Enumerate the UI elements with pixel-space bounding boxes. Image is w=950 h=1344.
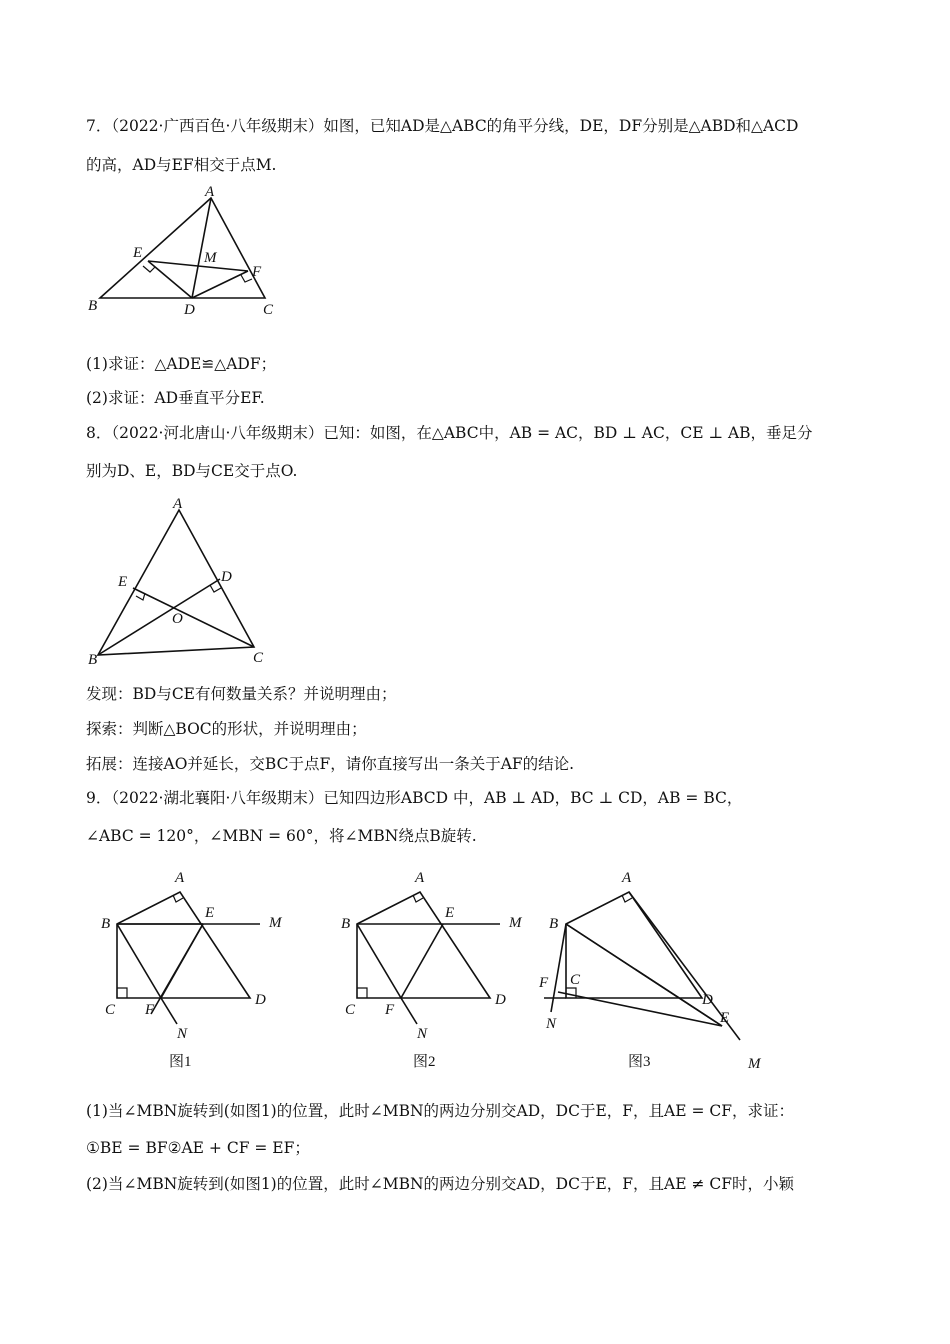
q9f1-segment-bf — [117, 924, 161, 998]
q9-figure-2-caption: 图2 — [413, 1054, 436, 1070]
q8-segment-ce — [133, 588, 254, 647]
q7-stem-line2: 的高，AD与EF相交于点M. — [86, 156, 277, 174]
q9f1-label-a: A — [175, 870, 185, 886]
q9f3-label-e: E — [720, 1010, 730, 1026]
q9f1-label-m: M — [269, 915, 282, 931]
q9f2-segment-bf — [357, 924, 401, 998]
q9-part2-line1: (2)当∠MBN旋转到(如图1)的位置，此时∠MBN的两边分别交AD，DC于E，F，且AE ≠ CF时，小颖 — [86, 1175, 794, 1193]
q8-stem-line2: 别为D、E，BD与CE交于点O. — [86, 462, 298, 480]
q7-label-d: D — [184, 302, 195, 318]
q9f2-label-c: C — [345, 1002, 356, 1018]
q9f3-ray-bm — [566, 924, 722, 1026]
q8-segment-bd — [98, 579, 220, 655]
q9-stem-line2: ∠ABC = 120°，∠MBN = 60°，将∠MBN绕点B旋转. — [86, 827, 477, 845]
q8-right-angle-d — [210, 585, 221, 592]
q7-segment-de — [148, 261, 192, 298]
q8-figure — [84, 492, 274, 672]
q9f3-label-d: D — [702, 992, 713, 1008]
q9-figure-1-caption: 图1 — [169, 1054, 192, 1070]
q9-stem-line1: 9．（2022·湖北襄阳·八年级期末）已知四边形ABCD 中，AB ⊥ AD，BC ⊥ CD，AB = BC， — [86, 789, 743, 807]
q9f2-label-d: D — [495, 992, 506, 1008]
q9f3-label-c: C — [570, 972, 581, 988]
q8-extend: 拓展：连接AO并延长，交BC于点F，请你直接写出一条关于AF的结论. — [86, 755, 575, 773]
q9f1-right-angle-a — [173, 895, 183, 902]
q7-figure — [80, 186, 280, 321]
q7-label-e: E — [133, 245, 143, 261]
q8-find: 发现：BD与CE有何数量关系？并说明理由； — [86, 685, 397, 703]
q7-part2: (2)求证：AD垂直平分EF. — [86, 389, 265, 407]
q9-figure-3 — [530, 862, 775, 1077]
q8-explore: 探索：判断△BOC的形状，并说明理由； — [86, 720, 367, 738]
q9-part1-line2: ①BE = BF②AE + CF = EF； — [86, 1139, 310, 1157]
q7-label-a: A — [205, 186, 215, 200]
q8-label-b: B — [88, 652, 98, 668]
q9f2-right-angle-a — [413, 895, 423, 902]
q9f2-label-m: M — [509, 915, 522, 931]
q9f1-ray-fn — [161, 998, 177, 1024]
q9-part1-line1: (1)当∠MBN旋转到(如图1)的位置，此时∠MBN的两边分别交AD，DC于E，F，且AE = CF，求证： — [86, 1102, 794, 1120]
q9f3-right-angle-a — [622, 895, 632, 902]
q8-label-d: D — [221, 569, 232, 585]
q7-stem-line1: 7．（2022·广西百色·八年级期末）如图，已知AD是△ABC的角平分线，DE，DF分别是△ABD和△ACD — [86, 117, 799, 135]
q9f2-label-e: E — [445, 905, 455, 921]
q9f2-label-b: B — [341, 916, 351, 932]
q9f2-right-angle-c — [357, 988, 367, 998]
q9-figure-2 — [335, 862, 545, 1077]
q9f2-segment-ef — [401, 924, 443, 998]
q7-label-b: B — [88, 298, 98, 314]
q9f2-label-f: F — [385, 1002, 395, 1018]
q9f1-label-d: D — [255, 992, 266, 1008]
q7-triangle-abc — [100, 198, 265, 298]
q7-label-c: C — [263, 302, 274, 318]
q7-part1: (1)求证：△ADE≌△ADF； — [86, 355, 277, 373]
q9f3-label-b: B — [549, 916, 559, 932]
q9f1-label-n: N — [177, 1026, 188, 1042]
q9f2-ray-fn — [401, 998, 417, 1024]
q9f3-label-a: A — [622, 870, 632, 886]
q9f2-label-n: N — [417, 1026, 428, 1042]
q9f2-label-a: A — [415, 870, 425, 886]
q9f1-label-e: E — [205, 905, 215, 921]
q7-label-f: F — [252, 264, 262, 280]
q8-stem-line1: 8．（2022·河北唐山·八年级期末）已知：如图，在△ABC中，AB = AC，BD ⊥ AC，CE ⊥ AB，垂足分 — [86, 424, 813, 442]
q9f2-quadrilateral — [357, 892, 490, 998]
q9-figure-3-caption: 图3 — [628, 1054, 651, 1070]
q9f3-label-n: N — [546, 1016, 557, 1032]
q9f3-label-f: F — [539, 975, 549, 991]
q8-label-e: E — [118, 574, 128, 590]
q9f1-label-f: F — [145, 1002, 155, 1018]
q8-label-a: A — [173, 496, 183, 512]
q9f1-quadrilateral — [117, 892, 250, 998]
q8-label-c: C — [253, 650, 264, 666]
q7-right-angle-f — [241, 275, 252, 282]
q9f3-label-m: M — [748, 1056, 761, 1072]
q9f3-quadrilateral — [566, 892, 702, 998]
q9f3-right-angle-c — [566, 988, 576, 998]
q7-segment-df — [192, 271, 248, 298]
q9f1-segment-ef — [161, 924, 203, 998]
q9f1-label-b: B — [101, 916, 111, 932]
q9f1-label-c: C — [105, 1002, 116, 1018]
q9f1-right-angle-c — [117, 988, 127, 998]
q7-label-m: M — [204, 250, 217, 266]
q9-figure-1 — [95, 862, 305, 1077]
q7-right-angle-e — [143, 266, 155, 272]
q8-label-o: O — [172, 611, 183, 627]
